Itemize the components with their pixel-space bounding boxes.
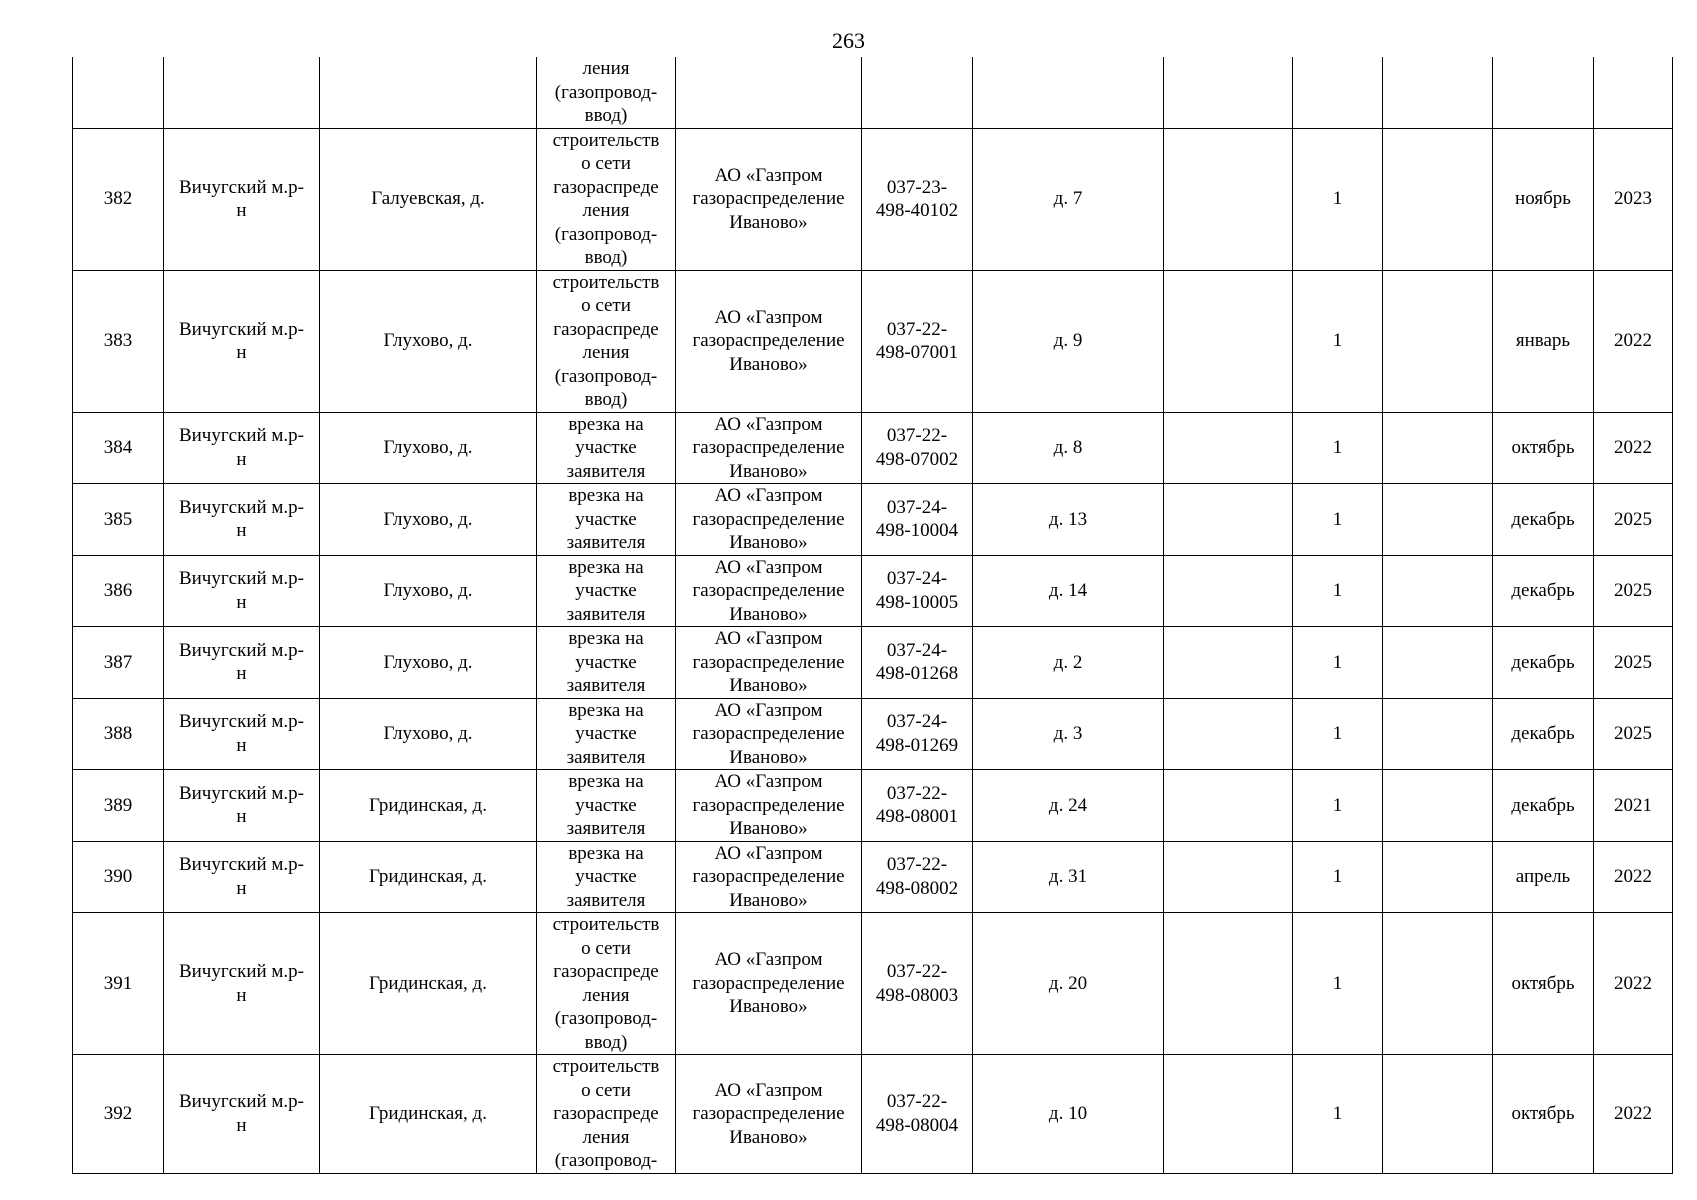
cell-work-type: врезка на участке заявителя [537,412,676,484]
cell-empty [1164,57,1293,128]
cell-empty [1164,841,1293,913]
cell-empty [1383,913,1493,1055]
cell-application-code: 037-24- 498-10004 [862,484,973,556]
cell-application-code: 037-22- 498-07002 [862,412,973,484]
cell-empty [1164,913,1293,1055]
cell-district: Вичугский м.р- н [164,841,320,913]
cell-number: 387 [73,627,164,699]
gasification-registry-table [72,57,1673,1174]
table-row [73,484,1673,556]
cell-empty [1383,484,1493,556]
cell-organization: АО «Газпром газораспределение Иваново» [676,270,862,412]
table-row [73,270,1673,412]
cell-count: 1 [1293,1055,1383,1174]
cell-locality: Глухово, д. [320,698,537,770]
cell-empty [1383,841,1493,913]
table-row [73,841,1673,913]
cell-month: декабрь [1493,627,1594,699]
cell-locality: Глухово, д. [320,555,537,627]
cell-district: Вичугский м.р- н [164,412,320,484]
cell-count: 1 [1293,128,1383,270]
cell-house: д. 2 [973,627,1164,699]
cell-empty [1383,627,1493,699]
cell-application-code: 037-22- 498-08003 [862,913,973,1055]
cell-application-code: 037-22- 498-08002 [862,841,973,913]
cell-work-type: врезка на участке заявителя [537,841,676,913]
table-row [73,698,1673,770]
cell-work-type: врезка на участке заявителя [537,555,676,627]
cell-count: 1 [1293,412,1383,484]
cell-locality: Глухово, д. [320,484,537,556]
cell-organization: АО «Газпром газораспределение Иваново» [676,627,862,699]
cell-year: 2021 [1594,770,1673,842]
cell-application-code: 037-22- 498-08001 [862,770,973,842]
cell-organization: АО «Газпром газораспределение Иваново» [676,770,862,842]
cell-empty [1383,1055,1493,1174]
cell-district: Вичугский м.р- н [164,913,320,1055]
cell-district: Вичугский м.р- н [164,1055,320,1174]
cell-work-type: врезка на участке заявителя [537,627,676,699]
cell-number: 382 [73,128,164,270]
cell-organization [676,57,862,128]
cell-locality: Гридинская, д. [320,841,537,913]
cell-work-type: строительств о сети газораспреде ления (газопровод- ввод) [537,128,676,270]
cell-number: 388 [73,698,164,770]
cell-organization: АО «Газпром газораспределение Иваново» [676,484,862,556]
cell-application-code [862,57,973,128]
table-body [73,57,1673,1173]
cell-year: 2025 [1594,698,1673,770]
cell-year [1594,57,1673,128]
cell-application-code: 037-23- 498-40102 [862,128,973,270]
cell-year: 2025 [1594,555,1673,627]
cell-year: 2022 [1594,913,1673,1055]
cell-year: 2022 [1594,841,1673,913]
cell-empty [1164,270,1293,412]
table-row [73,128,1673,270]
cell-work-type: строительств о сети газораспреде ления (газопровод- ввод) [537,913,676,1055]
cell-organization: АО «Газпром газораспределение Иваново» [676,1055,862,1174]
cell-organization: АО «Газпром газораспределение Иваново» [676,128,862,270]
cell-month: апрель [1493,841,1594,913]
cell-work-type: врезка на участке заявителя [537,770,676,842]
cell-locality: Глухово, д. [320,412,537,484]
cell-empty [1164,698,1293,770]
cell-number: 383 [73,270,164,412]
cell-district: Вичугский м.р- н [164,770,320,842]
cell-month: декабрь [1493,555,1594,627]
cell-count: 1 [1293,484,1383,556]
table-row [73,770,1673,842]
cell-house: д. 20 [973,913,1164,1055]
cell-count: 1 [1293,770,1383,842]
cell-house: д. 8 [973,412,1164,484]
table-row [73,627,1673,699]
cell-empty [1383,555,1493,627]
cell-district: Вичугский м.р- н [164,484,320,556]
cell-organization: АО «Газпром газораспределение Иваново» [676,913,862,1055]
cell-month: ноябрь [1493,128,1594,270]
cell-empty [1164,770,1293,842]
table-row [73,1055,1673,1174]
cell-house: д. 10 [973,1055,1164,1174]
cell-application-code: 037-22- 498-07001 [862,270,973,412]
table-row-continued [73,57,1673,128]
cell-locality: Гридинская, д. [320,913,537,1055]
cell-work-type: строительств о сети газораспреде ления (газопровод- ввод) [537,270,676,412]
cell-empty [1164,128,1293,270]
cell-month: декабрь [1493,698,1594,770]
cell-application-code: 037-24- 498-01269 [862,698,973,770]
cell-empty [1383,770,1493,842]
cell-month: декабрь [1493,770,1594,842]
cell-house: д. 24 [973,770,1164,842]
cell-application-code: 037-22- 498-08004 [862,1055,973,1174]
cell-empty [1164,1055,1293,1174]
cell-empty [1383,128,1493,270]
cell-month [1493,57,1594,128]
cell-number: 392 [73,1055,164,1174]
table-row [73,412,1673,484]
cell-house: д. 7 [973,128,1164,270]
cell-empty [1383,412,1493,484]
cell-empty [1383,57,1493,128]
cell-empty [1164,555,1293,627]
cell-house: д. 14 [973,555,1164,627]
cell-locality: Галуевская, д. [320,128,537,270]
cell-district [164,57,320,128]
cell-number: 385 [73,484,164,556]
cell-district: Вичугский м.р- н [164,555,320,627]
cell-count: 1 [1293,555,1383,627]
cell-empty [1164,627,1293,699]
cell-organization: АО «Газпром газораспределение Иваново» [676,698,862,770]
cell-house: д. 9 [973,270,1164,412]
cell-count: 1 [1293,698,1383,770]
cell-work-type: врезка на участке заявителя [537,698,676,770]
cell-year: 2022 [1594,1055,1673,1174]
cell-year: 2025 [1594,484,1673,556]
table-row [73,913,1673,1055]
cell-district: Вичугский м.р- н [164,627,320,699]
cell-month: октябрь [1493,913,1594,1055]
cell-count: 1 [1293,841,1383,913]
cell-application-code: 037-24- 498-01268 [862,627,973,699]
cell-district: Вичугский м.р- н [164,128,320,270]
cell-empty [1383,270,1493,412]
cell-district: Вичугский м.р- н [164,270,320,412]
cell-work-type: ления (газопровод- ввод) [537,57,676,128]
cell-organization: АО «Газпром газораспределение Иваново» [676,412,862,484]
cell-organization: АО «Газпром газораспределение Иваново» [676,555,862,627]
cell-number: 384 [73,412,164,484]
cell-year: 2022 [1594,412,1673,484]
cell-locality: Глухово, д. [320,627,537,699]
cell-work-type: строительств о сети газораспреде ления (газопровод- [537,1055,676,1174]
cell-empty [1164,484,1293,556]
cell-work-type: врезка на участке заявителя [537,484,676,556]
cell-number: 389 [73,770,164,842]
cell-count: 1 [1293,270,1383,412]
cell-count: 1 [1293,627,1383,699]
cell-year: 2023 [1594,128,1673,270]
cell-number: 386 [73,555,164,627]
cell-application-code: 037-24- 498-10005 [862,555,973,627]
cell-year: 2022 [1594,270,1673,412]
cell-count [1293,57,1383,128]
cell-house: д. 31 [973,841,1164,913]
table-row [73,555,1673,627]
cell-locality [320,57,537,128]
cell-organization: АО «Газпром газораспределение Иваново» [676,841,862,913]
cell-locality: Гридинская, д. [320,770,537,842]
cell-month: октябрь [1493,1055,1594,1174]
cell-district: Вичугский м.р- н [164,698,320,770]
cell-number: 390 [73,841,164,913]
cell-locality: Глухово, д. [320,270,537,412]
cell-number [73,57,164,128]
cell-year: 2025 [1594,627,1673,699]
cell-house: д. 13 [973,484,1164,556]
cell-count: 1 [1293,913,1383,1055]
cell-month: январь [1493,270,1594,412]
cell-locality: Гридинская, д. [320,1055,537,1174]
cell-empty [1383,698,1493,770]
cell-house [973,57,1164,128]
page-number: 263 [832,28,865,53]
cell-number: 391 [73,913,164,1055]
cell-house: д. 3 [973,698,1164,770]
cell-month: декабрь [1493,484,1594,556]
cell-empty [1164,412,1293,484]
cell-month: октябрь [1493,412,1594,484]
